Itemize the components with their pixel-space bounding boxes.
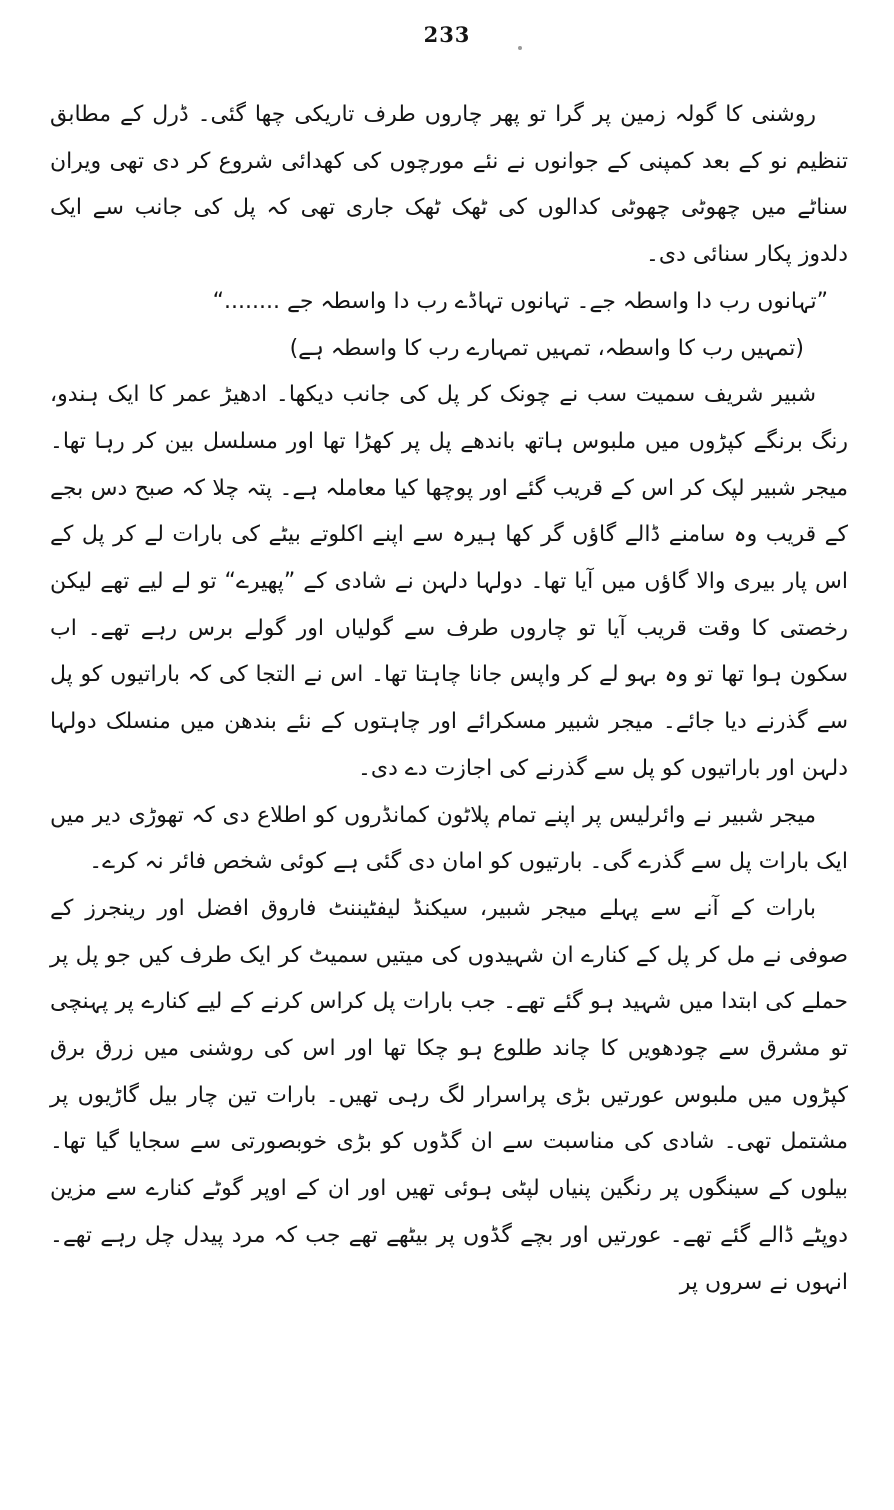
page-number: 233 [423, 22, 471, 47]
paragraph-bridge-crossing: بارات کے آنے سے پہلے میجر شبیر، سیکنڈ لیفٹیننٹ فاروق افضل اور رینجرز کے صوفی نے مل کر پل کے کنارے ان شہیدوں کی میتیں سمیٹ کر ایک طرف کیں جو پل پر حملے کی ابتدا میں شہید ہو گئے تھے۔ جب بارات پل کراس کرنے کے لیے کنارے پر پہنچی تو مشرق سے چودھویں کا چاند طلوع ہو چکا تھا اور اس کی روشنی میں زرق برق کپڑوں میں ملبوس عورتیں بڑی پراسرار لگ رہی تھیں۔ بارات تین چار بیل گاڑیوں پر مشتمل تھی۔ شادی کی مناسبت سے ان گڈوں کو بڑی خوبصورتی سے سجایا گیا تھا۔ بیلوں کے سینگوں پر رنگین پنیاں لپٹی ہوئی تھیں اور ان کے اوپر گوٹے کنارے سے مزین دوپٹے ڈالے گئے تھے۔ عورتیں اور بچے گڈوں پر بیٹھے تھے جب کہ مرد پیدل چل رہے تھے۔ انہوں نے سروں پر [50, 895, 848, 1295]
punjabi-plea-quote: ”تہانوں رب دا واسطہ جے۔ تہانوں تہاڈے رب دا واسطہ جے ........“ [212, 288, 828, 314]
plea-translation: (تمہیں رب کا واسطہ، تمہیں تمہارے رب کا واسطہ ہے) [289, 335, 804, 361]
paragraph-flare-falls: روشنی کا گولہ زمین پر گرا تو پھر چاروں طرف تاریکی چھا گئی۔ ڈرل کے مطابق تنظیم نو کے بعد کمپنی کے جوانوں نے نئے مورچوں کی کھدائی شروع کر دی تھی ویران سناٹے میں چھوٹی چھوٹی کدالوں کی ٹھک ٹھک جاری تھی کہ پل کی جانب سے ایک دلدوز پکار سنائی دی۔ [50, 102, 848, 268]
paragraph-wireless-order: میجر شبیر نے وائرلیس پر اپنے تمام پلاٹون کمانڈروں کو اطلاع دی کہ تھوڑی دیر میں ایک بارات پل سے گذرے گی۔ بارتیوں کو امان دی گئی ہے کوئی شخص فائر نہ کرے۔ [50, 802, 848, 875]
page-text [50, 92, 848, 1306]
paragraph-wedding-request: شبیر شریف سمیت سب نے چونک کر پل کی جانب دیکھا۔ ادھیڑ عمر کا ایک ہندو، رنگ برنگے کپڑوں میں ملبوس ہاتھ باندھے پل پر کھڑا تھا اور مسلسل بین کر رہا تھا۔ میجر شبیر لپک کر اس کے قریب گئے اور پوچھا کیا معاملہ ہے۔ پتہ چلا کہ صبح دس بجے کے قریب وہ سامنے ڈالے گاؤں گر کھا ہیرہ سے اپنے اکلوتے بیٹے کی بارات لے کر پل کے اس پار بیری والا گاؤں میں آیا تھا۔ دولہا دلہن نے شادی کے ”پھیرے“ تو لے لیے تھے لیکن رخصتی کا وقت قریب آیا تو چاروں طرف سے گولیاں اور گولے برس رہے تھے۔ اب سکون ہوا تھا تو وہ بہو لے کر واپس جانا چاہتا تھا۔ اس نے التجا کی کہ باراتیوں کو پل سے گذرنے دیا جائے۔ میجر شبیر مسکرائے اور چاہتوں کے نئے بندھن میں منسلک دولہا دلہن اور باراتیوں کو پل سے گذرنے کی اجازت دے دی۔ [50, 382, 848, 781]
